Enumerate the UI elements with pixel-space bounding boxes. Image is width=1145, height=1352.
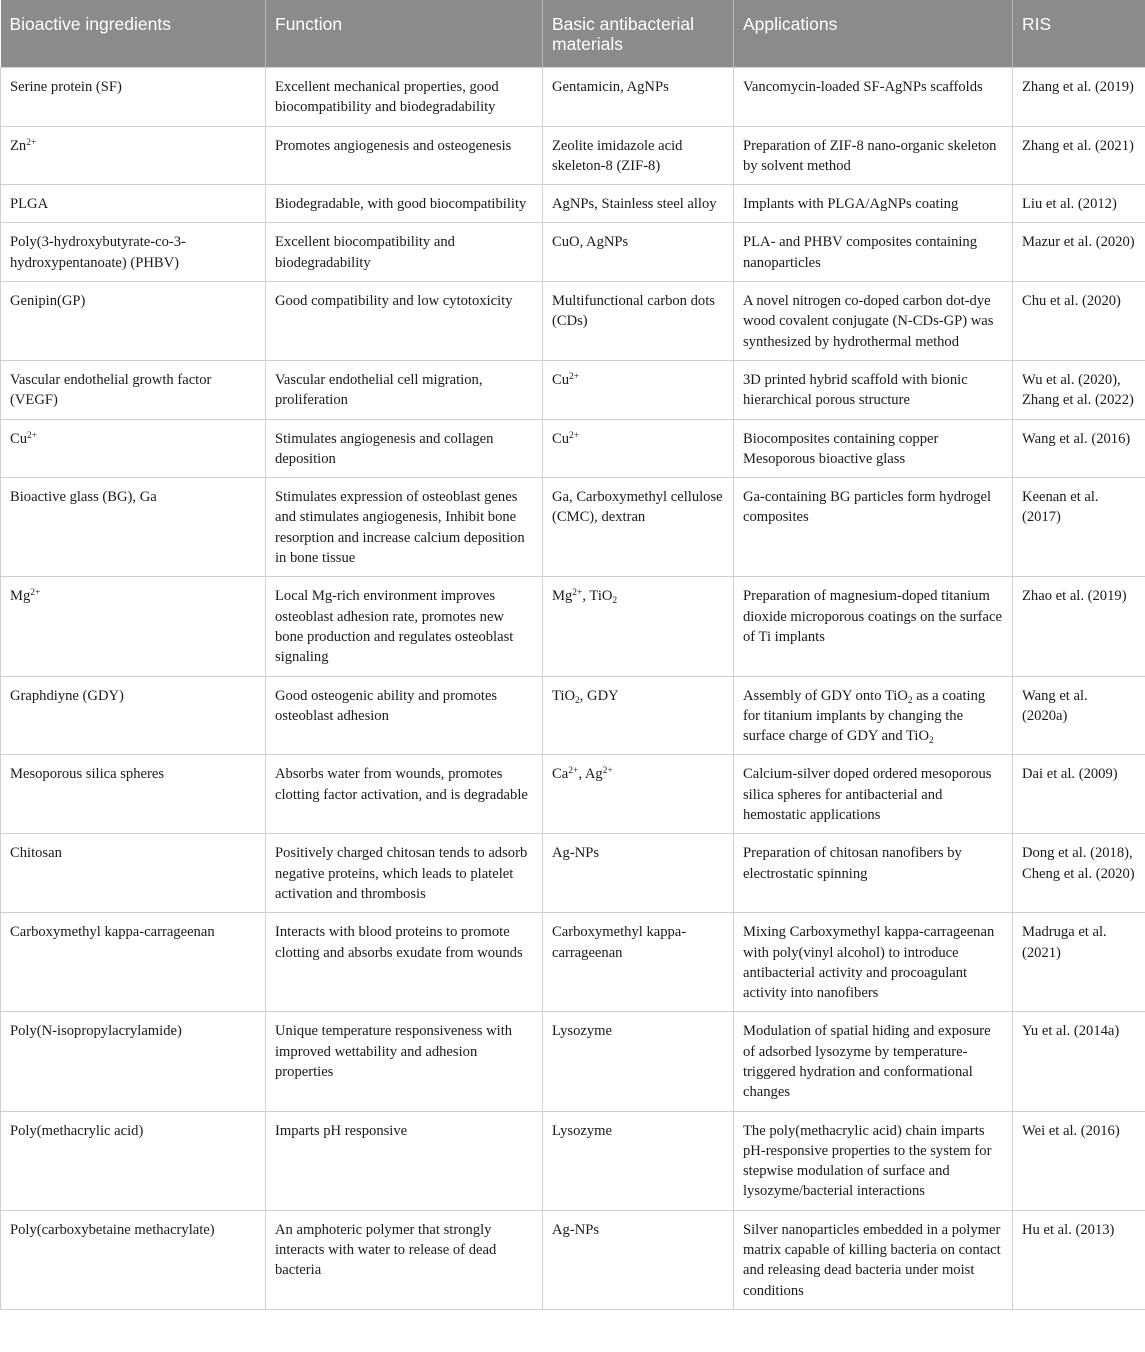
table-row [1,478,1145,577]
cell-ris: Dai et al. (2009) [1013,755,1145,834]
cell-application: Silver nanoparticles embedded in a polymer matrix capable of killing bacteria on contact and releasing dead bacteria under moist conditions [734,1210,1013,1309]
cell-application: Calcium-silver doped ordered mesoporous silica spheres for antibacterial and hemostatic applications [734,755,1013,834]
cell-application: Mixing Carboxymethyl kappa-carrageenan with poly(vinyl alcohol) to introduce antibacterial activity and procoagulant activity into nanofibers [734,913,1013,1012]
header-function: Function [266,0,543,68]
cell-application: Preparation of ZIF-8 nano-organic skeleton by solvent method [734,126,1013,185]
cell-application: Assembly of GDY onto TiO$_2$ as a coating for titanium implants by changing the surface charge of GDY and TiO$_2$ [734,676,1013,755]
table-row [1,913,1145,1012]
cell-function: Absorbs water from wounds, promotes clotting factor activation, and is degradable [266,755,543,834]
cell-function: Excellent biocompatibility and biodegradability [266,223,543,282]
cell-antibacterial-material: $Mg^{2+}$, TiO$_2$ [543,577,734,676]
cell-antibacterial-material: CuO, AgNPs [543,223,734,282]
cell-function: Imparts pH responsive [266,1111,543,1210]
cell-bioactive-ingredient: Graphdiyne (GDY) [1,676,266,755]
header-applications: Applications [734,0,1013,68]
cell-bioactive-ingredient: $Zn^{2+}$ [1,126,266,185]
cell-application: Preparation of chitosan nanofibers by electrostatic spinning [734,834,1013,913]
table-row [1,185,1145,223]
table-row [1,282,1145,361]
cell-antibacterial-material: Lysozyme [543,1012,734,1111]
cell-antibacterial-material: Multifunctional carbon dots (CDs) [543,282,734,361]
cell-ris: Zhao et al. (2019) [1013,577,1145,676]
cell-function: Unique temperature responsiveness with improved wettability and adhesion properties [266,1012,543,1111]
header-ris: RIS [1013,0,1145,68]
cell-ris: Liu et al. (2012) [1013,185,1145,223]
table-header [1,0,1145,68]
cell-function: Stimulates expression of osteoblast genes and stimulates angiogenesis, Inhibit bone resorption and increase calcium deposition in bone tissue [266,478,543,577]
table-row [1,577,1145,676]
cell-application: A novel nitrogen co-doped carbon dot-dye wood covalent conjugate (N-CDs-GP) was synthesized by hydrothermal method [734,282,1013,361]
cell-ris: Keenan et al. (2017) [1013,478,1145,577]
table-row [1,1012,1145,1111]
cell-bioactive-ingredient: Genipin(GP) [1,282,266,361]
cell-ris: Mazur et al. (2020) [1013,223,1145,282]
table-row [1,419,1145,478]
cell-bioactive-ingredient: $Cu^{2+}$ [1,419,266,478]
cell-function: Promotes angiogenesis and osteogenesis [266,126,543,185]
cell-antibacterial-material: Ga, Carboxymethyl cellulose (CMC), dextran [543,478,734,577]
cell-antibacterial-material: $Cu^{2+}$ [543,419,734,478]
cell-bioactive-ingredient: Carboxymethyl kappa-carrageenan [1,913,266,1012]
cell-ris: Dong et al. (2018), Cheng et al. (2020) [1013,834,1145,913]
cell-antibacterial-material: AgNPs, Stainless steel alloy [543,185,734,223]
cell-function: Good compatibility and low cytotoxicity [266,282,543,361]
table-row [1,834,1145,913]
cell-bioactive-ingredient: Serine protein (SF) [1,68,266,127]
cell-antibacterial-material: Zeolite imidazole acid skeleton-8 (ZIF-8) [543,126,734,185]
cell-application: PLA- and PHBV composites containing nanoparticles [734,223,1013,282]
table-row [1,755,1145,834]
cell-function: Local Mg-rich environment improves osteoblast adhesion rate, promotes new bone production and regulates osteoblast signaling [266,577,543,676]
cell-function: Biodegradable, with good biocompatibility [266,185,543,223]
cell-antibacterial-material: Ag-NPs [543,1210,734,1309]
cell-antibacterial-material: Ag-NPs [543,834,734,913]
header-bioactive-ingredients: Bioactive ingredients [1,0,266,68]
cell-function: Stimulates angiogenesis and collagen deposition [266,419,543,478]
cell-application: 3D printed hybrid scaffold with bionic hierarchical porous structure [734,360,1013,419]
cell-function: Interacts with blood proteins to promote clotting and absorbs exudate from wounds [266,913,543,1012]
cell-bioactive-ingredient: Poly(N-isopropylacrylamide) [1,1012,266,1111]
cell-antibacterial-material: $Cu^{2+}$ [543,360,734,419]
table-row [1,68,1145,127]
cell-ris: Wu et al. (2020), Zhang et al. (2022) [1013,360,1145,419]
cell-bioactive-ingredient: Bioactive glass (BG), Ga [1,478,266,577]
cell-application: Preparation of magnesium-doped titanium dioxide microporous coatings on the surface of Ti implants [734,577,1013,676]
table-row [1,676,1145,755]
table-row [1,223,1145,282]
cell-ris: Hu et al. (2013) [1013,1210,1145,1309]
cell-bioactive-ingredient: Vascular endothelial growth factor (VEGF) [1,360,266,419]
cell-antibacterial-material: TiO$_2$, GDY [543,676,734,755]
cell-function: Vascular endothelial cell migration, proliferation [266,360,543,419]
table-row [1,126,1145,185]
cell-bioactive-ingredient: Poly(methacrylic acid) [1,1111,266,1210]
cell-application: Ga-containing BG particles form hydrogel composites [734,478,1013,577]
cell-application: Vancomycin-loaded SF-AgNPs scaffolds [734,68,1013,127]
cell-antibacterial-material: $Ca^{2+}$, $Ag^{2+}$ [543,755,734,834]
cell-ris: Wang et al. (2016) [1013,419,1145,478]
cell-ris: Yu et al. (2014a) [1013,1012,1145,1111]
cell-bioactive-ingredient: $Mg^{2+}$ [1,577,266,676]
cell-bioactive-ingredient: Poly(carboxybetaine methacrylate) [1,1210,266,1309]
cell-bioactive-ingredient: Poly(3-hydroxybutyrate-co-3-hydroxypentanoate) (PHBV) [1,223,266,282]
cell-antibacterial-material: Lysozyme [543,1111,734,1210]
cell-ris: Wei et al. (2016) [1013,1111,1145,1210]
header-row [1,0,1145,68]
cell-function: An amphoteric polymer that strongly interacts with water to release of dead bacteria [266,1210,543,1309]
cell-function: Good osteogenic ability and promotes osteoblast adhesion [266,676,543,755]
table-row [1,360,1145,419]
cell-ris: Wang et al. (2020a) [1013,676,1145,755]
cell-ris: Chu et al. (2020) [1013,282,1145,361]
cell-application: The poly(methacrylic acid) chain imparts pH-responsive properties to the system for stepwise modulation of surface and lysozyme/bacterial interactions [734,1111,1013,1210]
cell-bioactive-ingredient: PLGA [1,185,266,223]
table-row [1,1210,1145,1309]
cell-bioactive-ingredient: Chitosan [1,834,266,913]
cell-function: Positively charged chitosan tends to adsorb negative proteins, which leads to platelet activation and thrombosis [266,834,543,913]
table-body [1,68,1145,1310]
cell-antibacterial-material: Carboxymethyl kappa-carrageenan [543,913,734,1012]
cell-bioactive-ingredient: Mesoporous silica spheres [1,755,266,834]
cell-function: Excellent mechanical properties, good biocompatibility and biodegradability [266,68,543,127]
cell-ris: Zhang et al. (2021) [1013,126,1145,185]
table-row [1,1111,1145,1210]
header-basic-antibacterial-materials: Basic antibacterial materials [543,0,734,68]
cell-ris: Zhang et al. (2019) [1013,68,1145,127]
cell-application: Modulation of spatial hiding and exposure of adsorbed lysozyme by temperature-triggered hydration and conformational changes [734,1012,1013,1111]
cell-application: Implants with PLGA/AgNPs coating [734,185,1013,223]
cell-application: Biocomposites containing copper Mesoporous bioactive glass [734,419,1013,478]
cell-ris: Madruga et al. (2021) [1013,913,1145,1012]
cell-antibacterial-material: Gentamicin, AgNPs [543,68,734,127]
